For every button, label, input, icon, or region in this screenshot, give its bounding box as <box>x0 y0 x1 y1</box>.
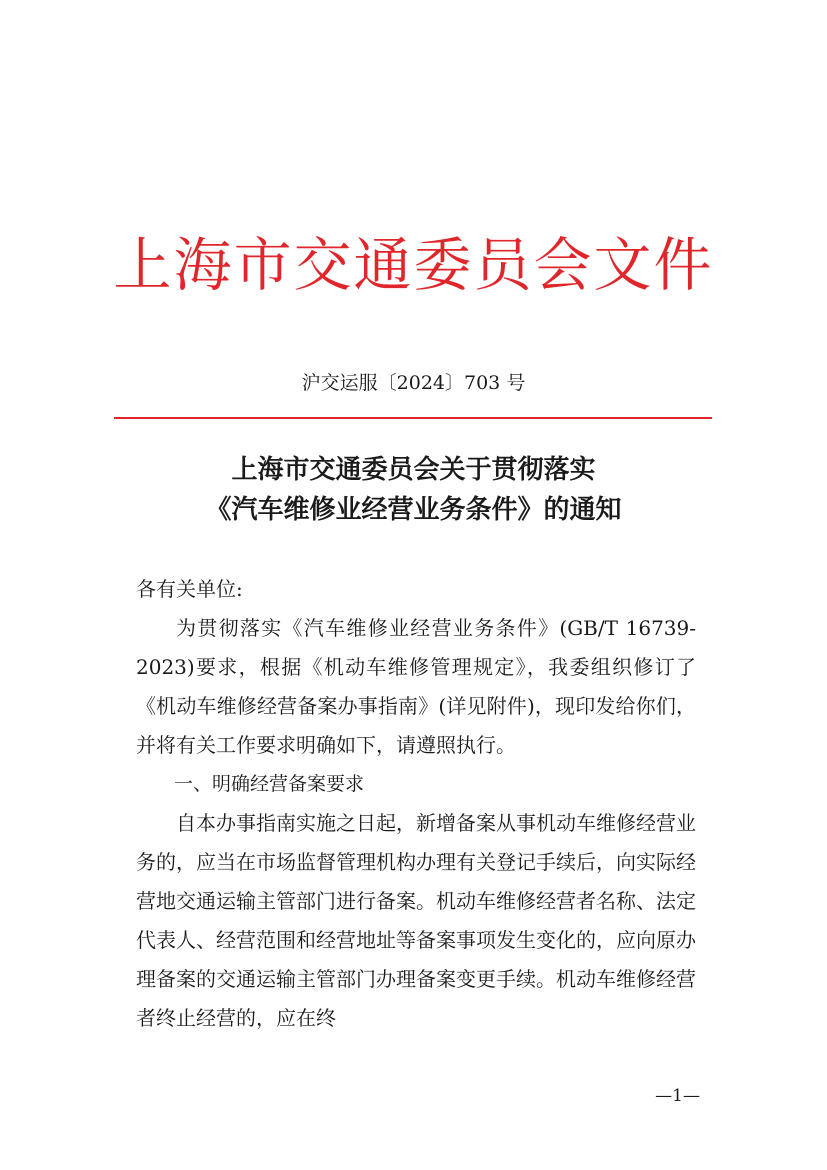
section-heading-1: 一、明确经营备案要求 <box>174 773 365 795</box>
page-number: —1— <box>655 1086 700 1106</box>
notice-title-line1: 上海市交通委员会关于贯彻落实 <box>231 455 596 485</box>
notice-title-line2: 《汽车维修业经营业务条件》的通知 <box>205 495 622 525</box>
document-body <box>136 570 696 1038</box>
paragraph-2: 自本办事指南实施之日起，新增备案从事机动车维修经营业务的，应当在市场监督管理机构办理有关登记手续后，向实际经营地交通运输主管部门进行备案。机动车维修经营者名称、法定代表人、经营范围和经营地址等备案事项发生变化的，应向原办理备案的交通运输主管部门办理备案变更手续。机动车维修经营者终止经营的，应在终 <box>136 811 696 1030</box>
masthead-title: 上海市交通委员会文件 <box>113 231 714 299</box>
red-divider-line <box>114 417 712 419</box>
paragraph-1: 为贯彻落实《汽车维修业经营业务条件》(GB/T 16739-2023)要求，根据《机动车维修管理规定》，我委组织修订了《机动车维修经营备案办事指南》(详见附件)，现印发给你们，并将有关工作要求明确如下，请遵照执行。 <box>136 616 696 757</box>
document-number: 沪交运服〔2024〕703 号 <box>301 372 526 394</box>
notice-title <box>0 450 827 530</box>
salutation: 各有关单位: <box>136 577 243 601</box>
